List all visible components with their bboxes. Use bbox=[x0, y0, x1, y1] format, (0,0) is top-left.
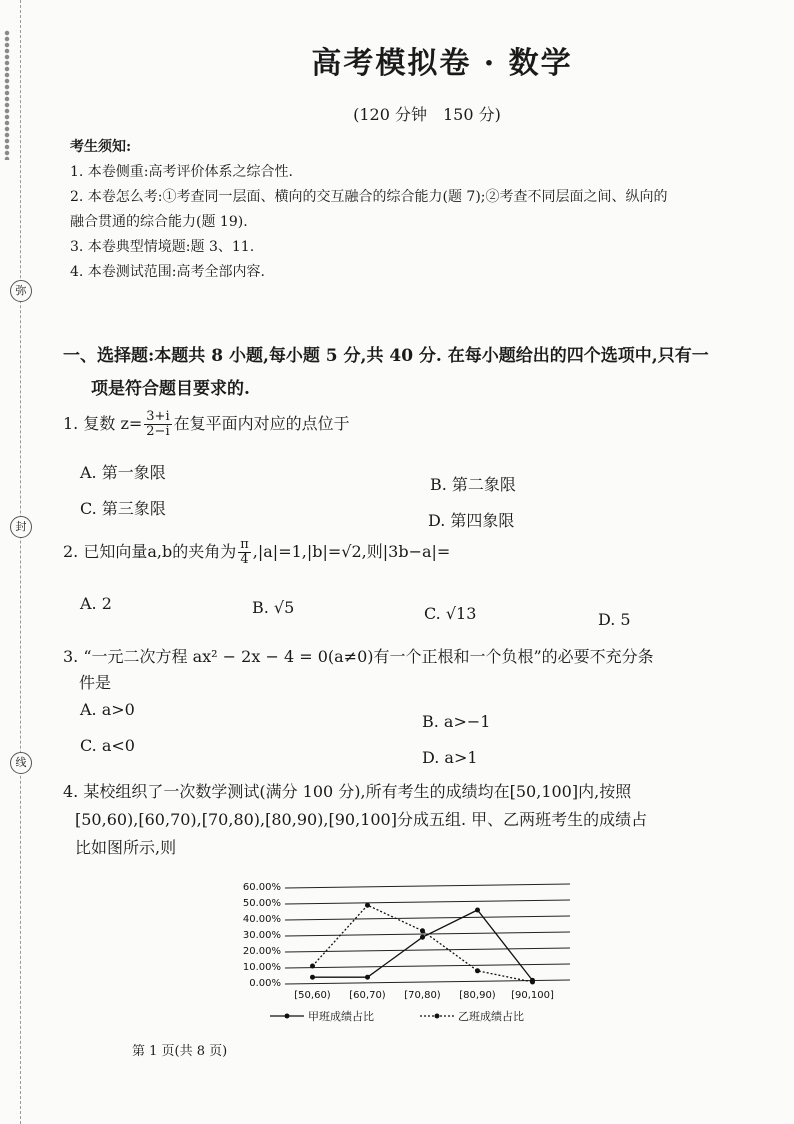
y-tick-label: 60.00% bbox=[242, 882, 281, 893]
notice-item: 1. 本卷侧重:高考评价体系之综合性. bbox=[70, 164, 293, 180]
notice-item: 3. 本卷典型情境题:题 3、11. bbox=[70, 239, 255, 255]
section-heading-line: 一、选择题:本题共 8 小题,每小题 5 分,共 40 分. 在每小题给出的四个选项中,只有一 bbox=[63, 346, 709, 366]
x-tick-label: [70,80) bbox=[404, 990, 441, 1001]
seal-mark-mi: 弥 bbox=[10, 280, 32, 302]
question-3-stem bbox=[63, 644, 778, 696]
q3-option-a: A. a>0 bbox=[80, 700, 135, 719]
question-1-stem bbox=[63, 410, 350, 439]
q3-option-b: B. a>−1 bbox=[422, 712, 491, 731]
legend-marker bbox=[435, 1014, 440, 1019]
seal-mark-feng: 封 bbox=[10, 516, 32, 538]
notice-title: 考生须知: bbox=[70, 139, 132, 155]
gridline bbox=[285, 900, 570, 904]
data-point bbox=[365, 975, 370, 980]
section-heading-line: 项是符合题目要求的. bbox=[91, 379, 250, 399]
question-2-stem bbox=[63, 538, 450, 567]
series-line-0 bbox=[313, 910, 533, 980]
question-4-line: [50,60),[60,70),[70,80),[80,90),[90,100]分成五组. 甲、乙两班考生的成绩占 bbox=[75, 810, 648, 829]
binding-margin bbox=[0, 0, 36, 1124]
q1-option-c: C. 第三象限 bbox=[80, 499, 166, 518]
question-3-line: 3. “一元二次方程 ax² − 2x − 4 = 0(a≠0)有一个正根和一个负根”的必要不充分条 bbox=[63, 647, 654, 666]
fraction bbox=[238, 538, 251, 567]
q3-option-d: D. a>1 bbox=[422, 748, 478, 767]
question-3-line: 件是 bbox=[79, 673, 112, 692]
q1-option-d: D. 第四象限 bbox=[428, 511, 515, 530]
data-point bbox=[475, 968, 480, 973]
x-tick-label: [50,60) bbox=[294, 990, 331, 1001]
gridline bbox=[285, 948, 570, 952]
question-4-line: 4. 某校组织了一次数学测试(满分 100 分),所有考生的成绩均在[50,100]内,按照 bbox=[63, 782, 632, 801]
score-ratio-chart bbox=[230, 876, 580, 1036]
question-2-suffix: ,|a|=1,|b|=√2,则|3b−a|= bbox=[252, 542, 451, 561]
data-point bbox=[365, 903, 370, 908]
data-point bbox=[530, 980, 535, 985]
y-tick-label: 0.00% bbox=[249, 978, 281, 989]
legend-label: 乙班成绩占比 bbox=[458, 1010, 524, 1023]
section-heading bbox=[63, 340, 778, 406]
chart-svg bbox=[230, 876, 580, 1036]
notice-block bbox=[70, 135, 780, 285]
question-4-line: 比如图所示,则 bbox=[75, 838, 177, 857]
fraction-numerator: 3+i bbox=[146, 409, 170, 424]
x-tick-label: [90,100] bbox=[511, 990, 554, 1001]
y-tick-label: 30.00% bbox=[242, 930, 281, 941]
fraction bbox=[144, 410, 171, 439]
q1-option-a: A. 第一象限 bbox=[80, 463, 166, 482]
data-point bbox=[475, 908, 480, 913]
page-subtitle: (120 分钟 150 分) bbox=[353, 105, 501, 124]
y-tick-label: 20.00% bbox=[242, 946, 281, 957]
x-tick-label: [60,70) bbox=[349, 990, 386, 1001]
fraction-denominator: 4 bbox=[240, 552, 249, 567]
gridline bbox=[285, 964, 570, 968]
fraction-numerator: π bbox=[240, 537, 249, 552]
data-point bbox=[310, 975, 315, 980]
q2-option-c: C. √13 bbox=[424, 604, 477, 623]
question-1-prefix: 1. 复数 z= bbox=[63, 414, 143, 433]
seal-mark-xian: 线 bbox=[10, 752, 32, 774]
y-tick-label: 50.00% bbox=[242, 898, 281, 909]
gridline bbox=[285, 884, 570, 888]
binding-dashed-line bbox=[20, 0, 21, 1124]
notice-item: 4. 本卷测试范围:高考全部内容. bbox=[70, 264, 265, 280]
q2-option-b: B. √5 bbox=[252, 598, 295, 617]
fraction-denominator: 2−i bbox=[146, 424, 170, 439]
notice-item: 2. 本卷怎么考:①考查同一层面、横向的交互融合的综合能力(题 7);②考查不同层面之间、纵向的 bbox=[70, 189, 668, 205]
q2-option-a: A. 2 bbox=[80, 594, 112, 613]
q1-option-b: B. 第二象限 bbox=[430, 475, 516, 494]
y-tick-label: 10.00% bbox=[242, 962, 281, 973]
notice-item: 融合贯通的综合能力(题 19). bbox=[70, 214, 248, 230]
question-1-suffix: 在复平面内对应的点位于 bbox=[173, 414, 350, 433]
legend-marker bbox=[285, 1014, 290, 1019]
page-title: 高考模拟卷 · 数学 bbox=[311, 46, 573, 81]
page-footer: 第 1 页(共 8 页) bbox=[132, 1044, 228, 1059]
legend-label: 甲班成绩占比 bbox=[308, 1010, 374, 1023]
y-tick-label: 40.00% bbox=[242, 914, 281, 925]
question-4-stem bbox=[63, 778, 778, 862]
q2-option-d: D. 5 bbox=[598, 610, 631, 629]
x-tick-label: [80,90) bbox=[459, 990, 496, 1001]
data-point bbox=[420, 935, 425, 940]
data-point bbox=[420, 928, 425, 933]
gridline bbox=[285, 916, 570, 920]
data-point bbox=[310, 964, 315, 969]
question-2-prefix: 2. 已知向量a,b的夹角为 bbox=[63, 542, 237, 561]
q3-option-c: C. a<0 bbox=[80, 736, 135, 755]
